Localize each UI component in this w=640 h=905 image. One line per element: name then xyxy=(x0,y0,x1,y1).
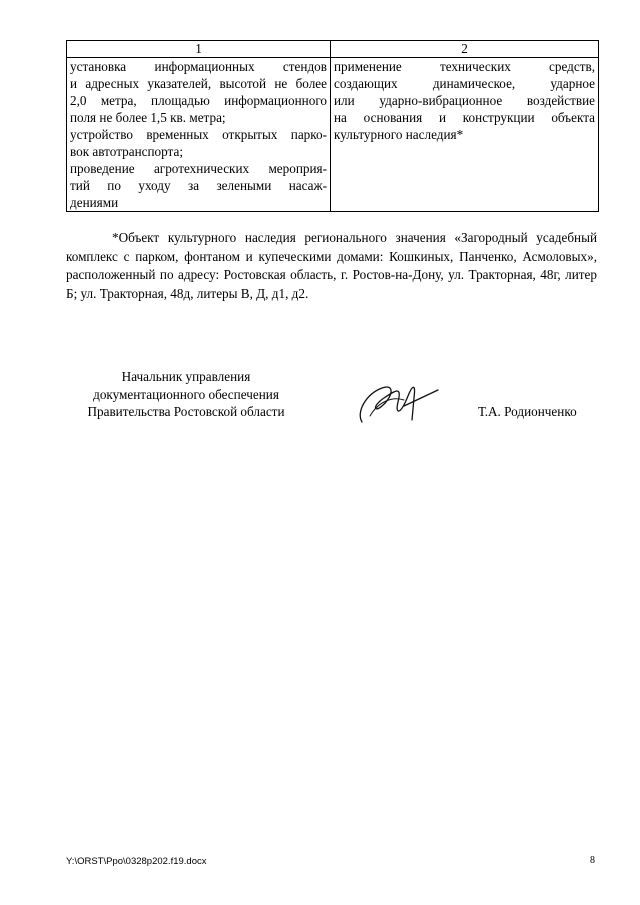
cell-line: 2,0 метра, площадью информационного xyxy=(70,93,327,108)
prohibited-measures-cell xyxy=(331,58,599,212)
signatory-title-line: Правительства Ростовской области xyxy=(87,404,285,419)
signatory-title-line: документационного обеспечения xyxy=(93,386,279,402)
signatory-name: Т.А. Родионченко xyxy=(478,404,577,419)
cell-line: установка информационных стендов xyxy=(70,59,327,74)
allowed-measures-cell xyxy=(67,58,331,212)
cell-line: или ударно-вибрационное воздействие xyxy=(334,93,595,108)
footnote xyxy=(66,229,597,303)
measures-table xyxy=(66,40,599,212)
cell-line: проведение агротехнических мероприя- xyxy=(70,161,327,176)
cell-line: вок автотранспорта; xyxy=(70,144,183,159)
cell-line: культурного наследия* xyxy=(334,127,464,142)
footnote-text: *Объект культурного наследия регионального значения «Загородный усадебный комплекс с парком, фонтаном и купеческими домами: Кошкиных, Панченко, Асмоловых», расположенный по адресу: Ростовская область, г. Ростов-на-Дону, ул. Тракторная, 48г, литер Б; ул. Тракторная, 48д, литеры В, Д, д1, д2. xyxy=(66,230,597,301)
signatory-title-line: Начальник управления xyxy=(121,369,251,384)
page-number: 8 xyxy=(590,855,595,866)
cell-line: и адресных указателей, высотой не более xyxy=(70,76,327,91)
cell-line: тий по уходу за зелеными насаж- xyxy=(70,178,327,193)
cell-line: создающих динамическое, ударное xyxy=(334,76,595,91)
signatory-title xyxy=(66,368,306,421)
cell-line: устройство временных открытых парко- xyxy=(70,127,327,142)
cell-line: поля не более 1,5 кв. метра; xyxy=(70,110,226,125)
cell-line: дениями xyxy=(70,195,119,210)
handwritten-signature xyxy=(352,376,440,428)
footer-file-path: Y:\ORST\Ppo\0328p202.f19.docx xyxy=(66,856,207,867)
column-header-2: 2 xyxy=(331,41,599,58)
cell-line: на основания и конструкции объекта xyxy=(334,110,595,125)
cell-line: применение технических средств, xyxy=(334,59,595,74)
table-header-row xyxy=(67,41,599,58)
table-row xyxy=(67,58,599,212)
column-header-1: 1 xyxy=(67,41,331,58)
